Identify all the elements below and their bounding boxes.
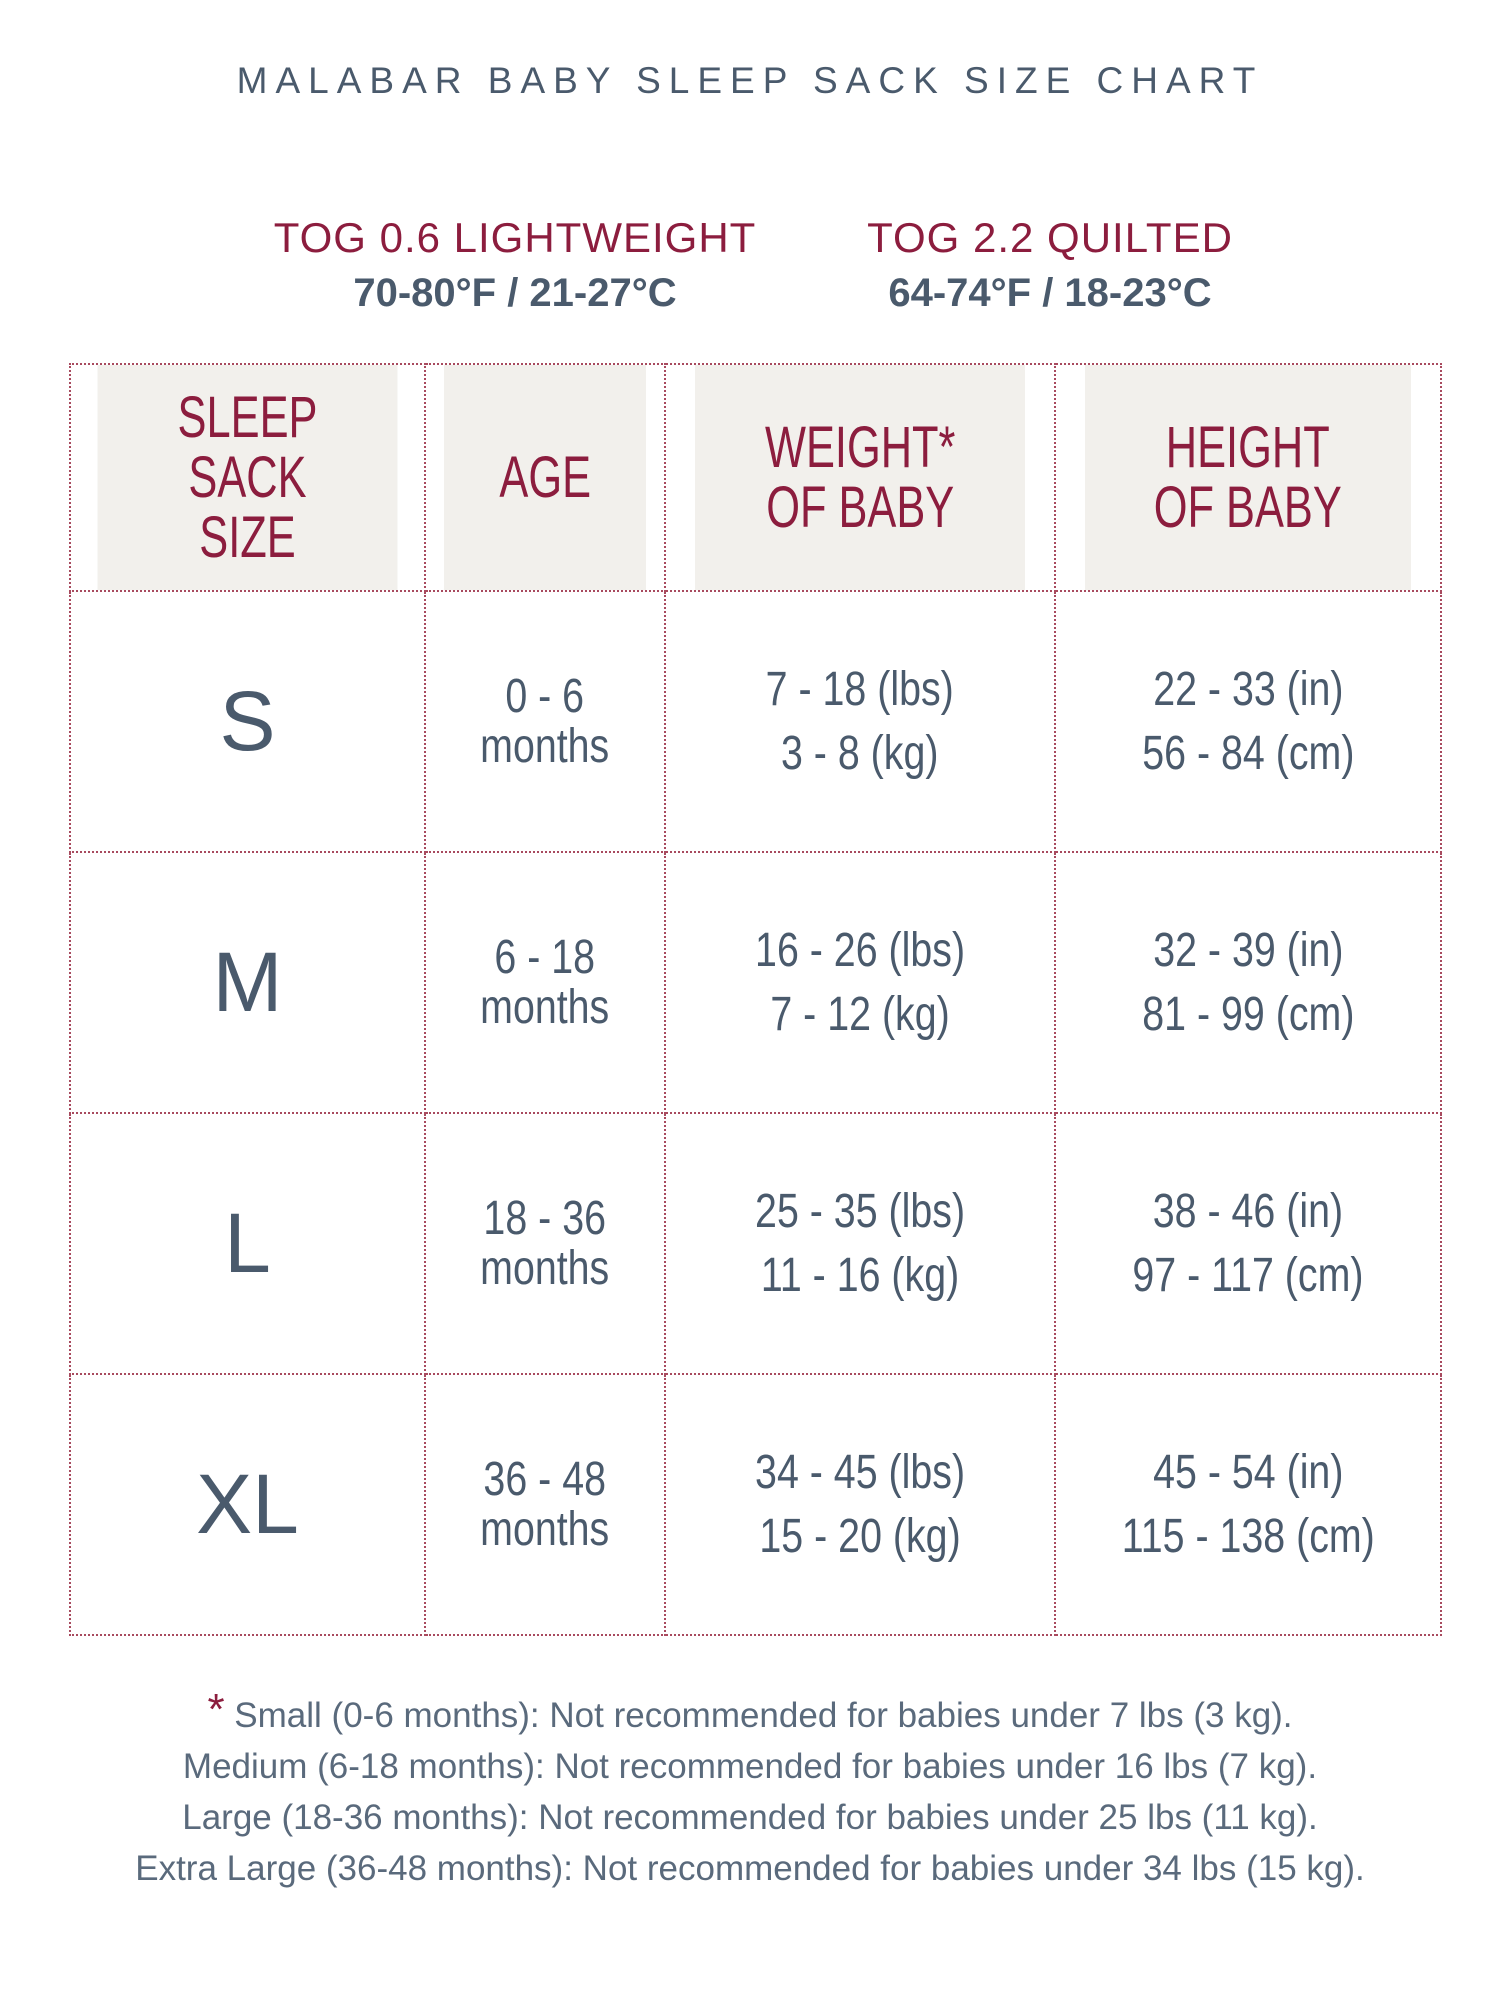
height-cell: 45 - 54 (in) 115 - 138 (cm) bbox=[1055, 1374, 1441, 1635]
footnotes bbox=[0, 1685, 1500, 1894]
table-row bbox=[70, 1374, 1441, 1635]
table-row bbox=[70, 852, 1441, 1113]
size-chart-table bbox=[69, 363, 1442, 1636]
header-age: AGE bbox=[443, 364, 647, 591]
size-cell: XL bbox=[70, 1374, 425, 1635]
height-cell: 38 - 46 (in) 97 - 117 (cm) bbox=[1055, 1113, 1441, 1374]
page-title: MALABAR BABY SLEEP SACK SIZE CHART bbox=[236, 60, 1264, 101]
table-row bbox=[70, 591, 1441, 852]
size-cell: L bbox=[70, 1113, 425, 1374]
footnote-line: * Small (0-6 months): Not recommended for babies under 7 lbs (3 kg). bbox=[207, 1685, 1293, 1735]
age-cell: 36 - 48 months bbox=[425, 1374, 665, 1635]
height-cell: 32 - 39 (in) 81 - 99 (cm) bbox=[1055, 852, 1441, 1113]
size-cell: M bbox=[70, 852, 425, 1113]
header-weight: WEIGHT* OF BABY bbox=[694, 364, 1026, 591]
weight-cell: 34 - 45 (lbs) 15 - 20 (kg) bbox=[665, 1374, 1055, 1635]
header-height: HEIGHT OF BABY bbox=[1084, 364, 1412, 591]
weight-cell: 16 - 26 (lbs) 7 - 12 (kg) bbox=[665, 852, 1055, 1113]
height-cell: 22 - 33 (in) 56 - 84 (cm) bbox=[1055, 591, 1441, 852]
weight-cell: 25 - 35 (lbs) 11 - 16 (kg) bbox=[665, 1113, 1055, 1374]
tog-lightweight-range: 70-80°F / 21-27°C bbox=[353, 271, 677, 315]
tog-lightweight bbox=[235, 210, 795, 320]
table-row bbox=[70, 1113, 1441, 1374]
tog-quilted-name: TOG 2.2 QUILTED bbox=[867, 214, 1233, 261]
tog-lightweight-name: TOG 0.6 LIGHTWEIGHT bbox=[273, 214, 757, 261]
footnote-line: Extra Large (36-48 months): Not recommended for babies under 34 lbs (15 kg). bbox=[135, 1849, 1365, 1888]
tog-quilted-range: 64-74°F / 18-23°C bbox=[888, 271, 1212, 315]
weight-cell: 7 - 18 (lbs) 3 - 8 (kg) bbox=[665, 591, 1055, 852]
tog-quilted bbox=[770, 210, 1330, 320]
table-header-row bbox=[70, 364, 1441, 591]
age-cell: 0 - 6 months bbox=[425, 591, 665, 852]
header-sleep-sack-size: SLEEP SACK SIZE bbox=[97, 364, 399, 591]
age-cell: 18 - 36 months bbox=[425, 1113, 665, 1374]
asterisk-icon: * bbox=[207, 1685, 225, 1734]
footnote-line: Medium (6-18 months): Not recommended for babies under 16 lbs (7 kg). bbox=[182, 1747, 1318, 1786]
footnote-line: Large (18-36 months): Not recommended for babies under 25 lbs (11 kg). bbox=[182, 1798, 1318, 1837]
age-cell: 6 - 18 months bbox=[425, 852, 665, 1113]
size-cell: S bbox=[70, 591, 425, 852]
